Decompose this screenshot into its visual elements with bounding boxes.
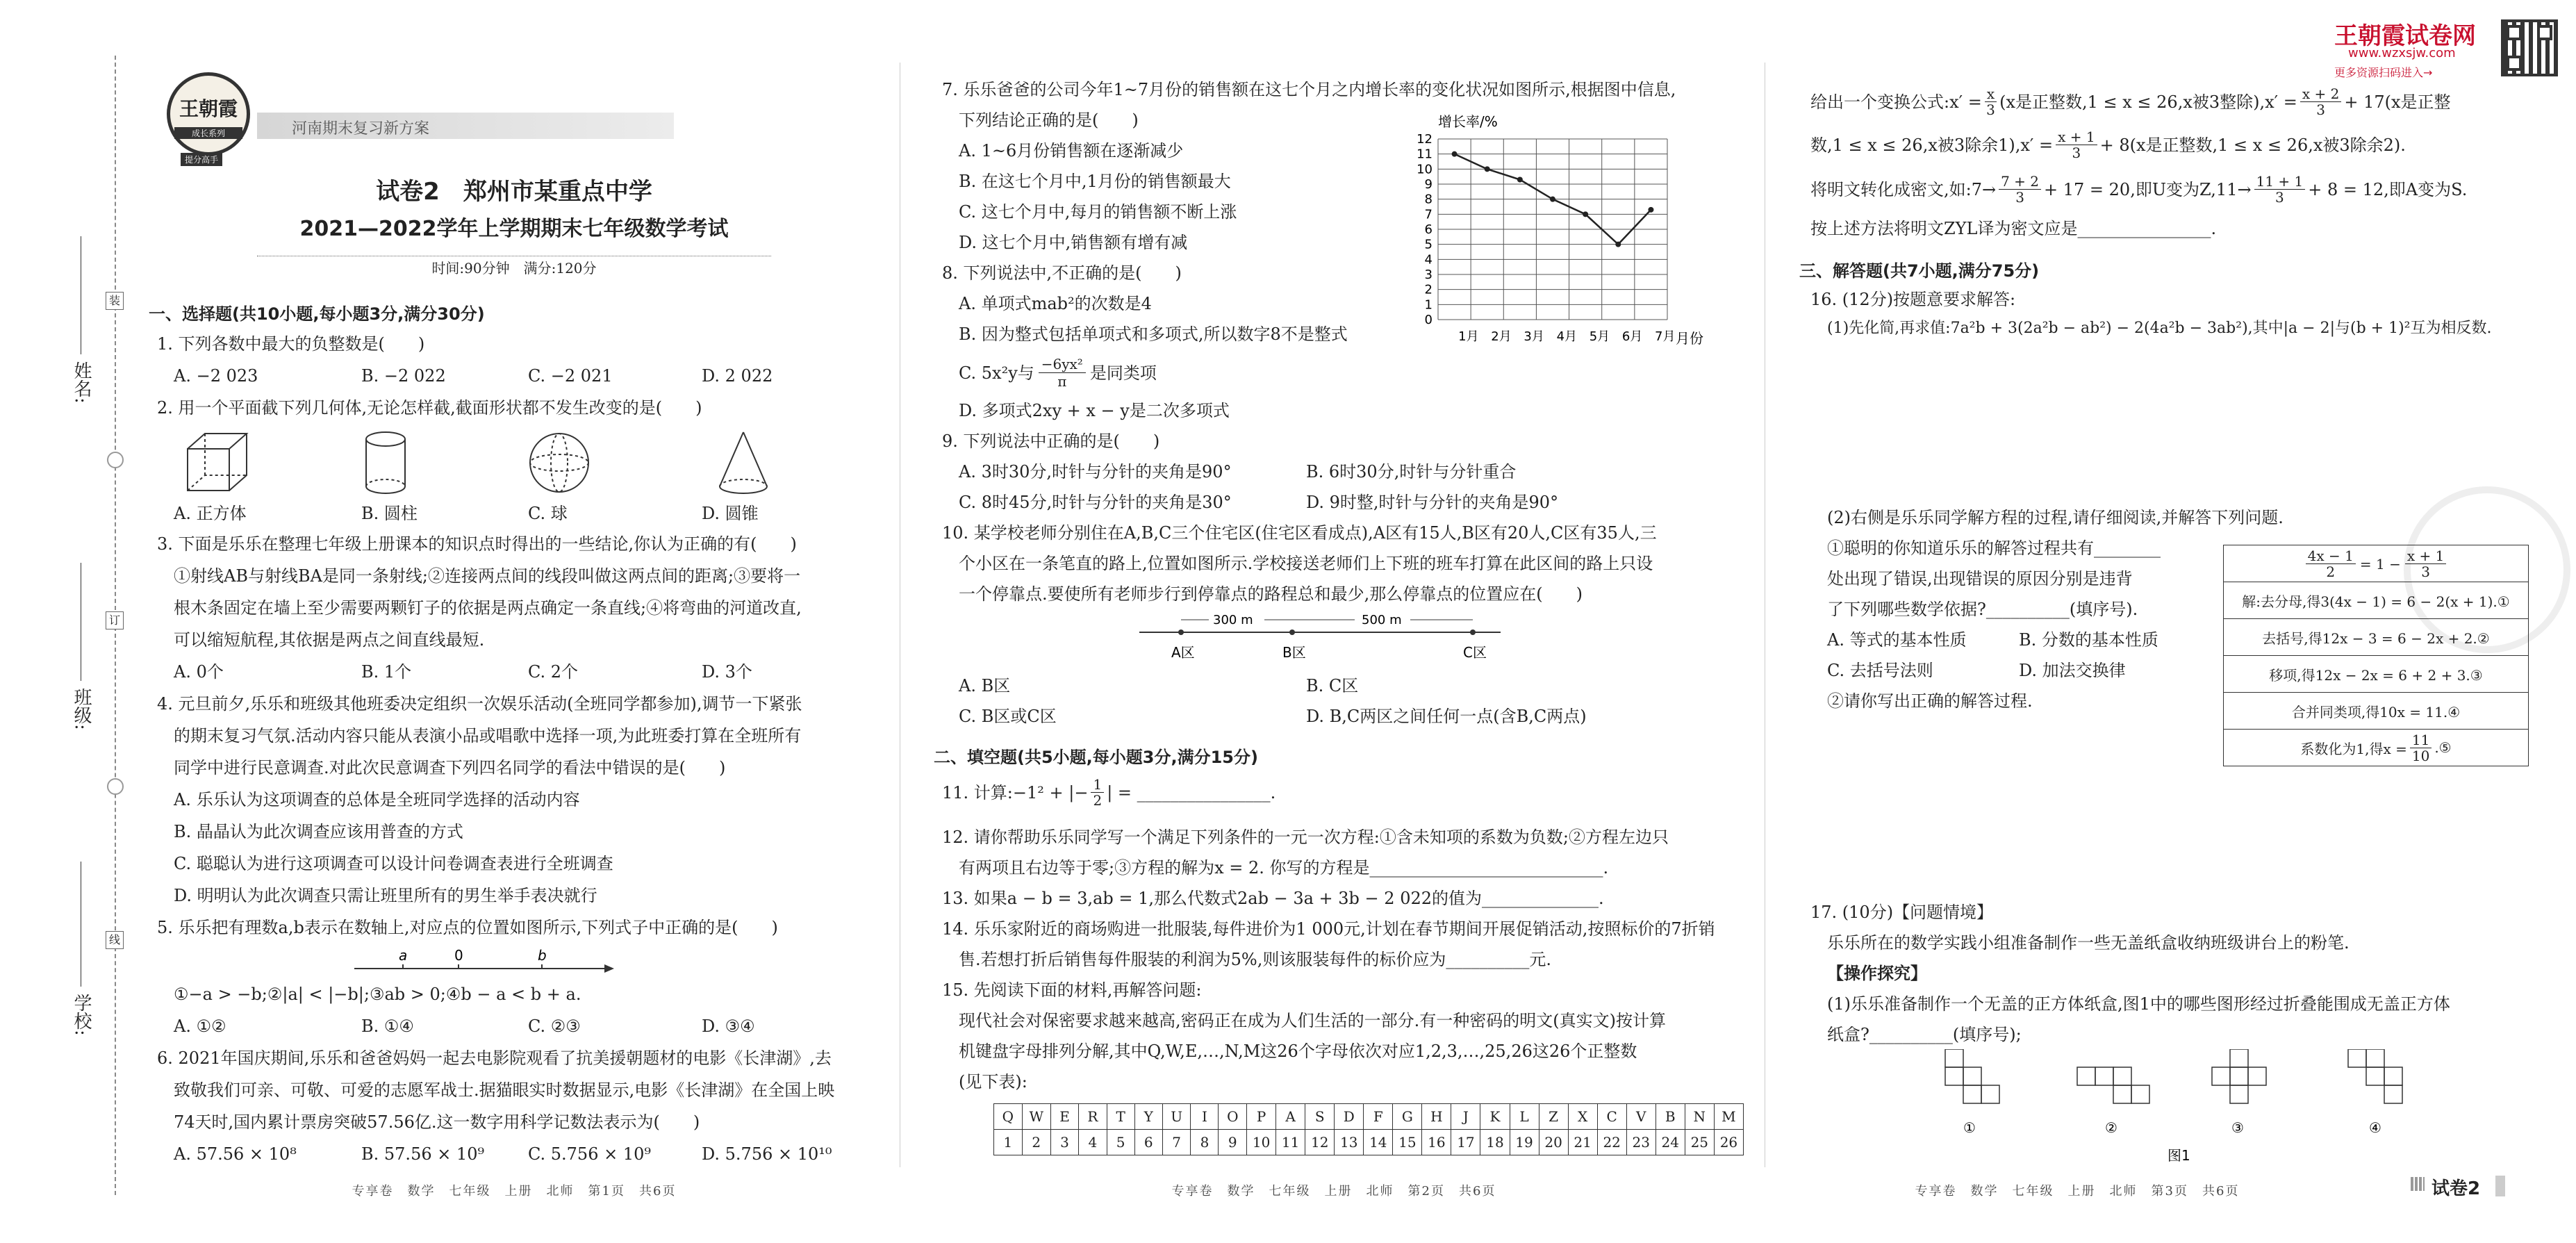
footer-texture bbox=[2411, 1177, 2425, 1191]
section-1-heading: 一、选择题(共10小题,每小题3分,满分30分) bbox=[149, 304, 485, 324]
cipher-number-20: 20 bbox=[1539, 1130, 1568, 1155]
cipher-number-3: 3 bbox=[1050, 1130, 1078, 1155]
eq-middle: = 1 − bbox=[2359, 555, 2401, 573]
cipher-letter-F: F bbox=[1364, 1104, 1393, 1130]
eq-den-2: 3 bbox=[2421, 563, 2430, 580]
y-tick-4: 4 bbox=[1424, 252, 1433, 267]
cipher-number-21: 21 bbox=[1568, 1130, 1597, 1155]
q17-part-1a: (1)乐乐准备制作一个无盖的正方体纸盒,图1中的哪些图形经过折叠能围成无盖正方体 bbox=[1827, 994, 2450, 1014]
formula-fraction-1 bbox=[1985, 86, 1997, 117]
q6-option-b: B. 57.56 × 10⁹ bbox=[361, 1144, 485, 1164]
q15-line-3: 机键盘字母排列分解,其中Q,W,E,…,N,M这26个字母依次对应1,2,3,…,25,26这26个正整数 bbox=[959, 1042, 1637, 1061]
cipher-number-2: 2 bbox=[1022, 1130, 1050, 1155]
q4-line-3: 同学中进行民意调查.对此次民意调查下列四名同学的看法中错误的是( ) bbox=[174, 758, 726, 777]
point-b-label: B区 bbox=[1282, 644, 1306, 661]
brand-slogan-top: 成长系列 bbox=[174, 127, 242, 139]
cylinder-figure bbox=[366, 432, 405, 493]
q5-option-a: A. ①② bbox=[174, 1016, 226, 1036]
cipher-letter-L: L bbox=[1510, 1104, 1539, 1130]
cipher-letter-O: O bbox=[1219, 1104, 1247, 1130]
q11-suffix: | = ________________. bbox=[1107, 782, 1276, 802]
page-3-footer: 专享卷 数学 七年级 上册 北师 第3页 共6页 bbox=[1915, 1184, 2240, 1199]
q17-context: 乐乐所在的数学实践小组准备制作一些无盖纸盒收纳班级讲台上的粉笔. bbox=[1827, 933, 2350, 953]
q9-option-c: C. 8时45分,时针与分针的夹角是30° bbox=[959, 493, 1232, 512]
school-label: 学校: bbox=[71, 994, 92, 1036]
point-a-label: A区 bbox=[1171, 644, 1195, 661]
chart-title: 增长率/% bbox=[1438, 113, 1498, 130]
box-nets-figure bbox=[1917, 1049, 2473, 1167]
example-fraction-2 bbox=[2254, 174, 2306, 205]
solution-table bbox=[2223, 545, 2529, 766]
q15-example-line bbox=[1810, 174, 2467, 205]
f4-num: 7 + 2 bbox=[1999, 174, 2041, 190]
net-2 bbox=[2077, 1067, 2149, 1103]
q10-option-a: A. B区 bbox=[959, 676, 1011, 695]
growth-point-1月 bbox=[1452, 151, 1458, 157]
y-tick-10: 10 bbox=[1417, 162, 1433, 177]
y-tick-11: 11 bbox=[1417, 147, 1433, 162]
cipher-letter-X: X bbox=[1568, 1104, 1597, 1130]
q8-option-a: A. 单项式mab²的次数是4 bbox=[959, 294, 1152, 313]
cipher-number-24: 24 bbox=[1656, 1130, 1685, 1155]
q11-fraction bbox=[1091, 777, 1104, 808]
cipher-number-6: 6 bbox=[1134, 1130, 1162, 1155]
cipher-letter-G: G bbox=[1393, 1104, 1422, 1130]
example-middle: + 17 = 20,即U变为Z,11→ bbox=[2044, 179, 2252, 199]
point-c-label: C区 bbox=[1463, 644, 1487, 661]
banner-bar bbox=[257, 113, 674, 139]
y-tick-12: 12 bbox=[1417, 132, 1433, 147]
brand-slogan-bottom: 提分高手 bbox=[181, 153, 222, 166]
example-prefix: 将明文转化成密文,如:7→ bbox=[1810, 179, 1997, 199]
q1-option-c: C. −2 021 bbox=[528, 366, 613, 386]
cipher-number-8: 8 bbox=[1191, 1130, 1219, 1155]
growth-point-5月 bbox=[1583, 211, 1588, 217]
cipher-letter-Y: Y bbox=[1134, 1104, 1162, 1130]
y-tick-8: 8 bbox=[1424, 192, 1433, 207]
q10-line-1: 10. 某学校老师分别住在A,B,C三个住宅区(住宅区看成点),A区有15人,B区有20人,C区有35人,三 bbox=[942, 523, 1657, 543]
q15-formula-line-2 bbox=[1810, 129, 2406, 160]
y-tick-2: 2 bbox=[1424, 282, 1433, 297]
cipher-number-16: 16 bbox=[1422, 1130, 1451, 1155]
q5-number-line bbox=[347, 948, 625, 980]
q7-line-2: 下列结论正确的是( ) bbox=[959, 110, 1139, 130]
cipher-letter-P: P bbox=[1247, 1104, 1276, 1130]
fold-mark-1: 装 bbox=[106, 292, 124, 310]
axis-label-a: a bbox=[399, 948, 408, 964]
cipher-letter-E: E bbox=[1050, 1104, 1078, 1130]
q16-option-c: C. 去括号法则 bbox=[1827, 661, 1933, 680]
q14-line-2: 售.若想打折后销售每件服装的利润为5%,则该服装每件的标价应为__________元. bbox=[959, 950, 1551, 969]
chart-x-axis-label: 月份 bbox=[1676, 330, 1703, 347]
net-1 bbox=[1945, 1049, 1999, 1103]
q4-option-a: A. 乐乐认为这项调查的总体是全班同学选择的活动内容 bbox=[174, 790, 580, 809]
q6-line-1: 6. 2021年国庆期间,乐乐和爸爸妈妈一起去电影院观看了抗美援朝题材的电影《长津湖》,去 bbox=[157, 1048, 832, 1068]
q2-option-a: A. 正方体 bbox=[174, 504, 247, 523]
f4-den: 3 bbox=[2015, 189, 2024, 206]
q15-line-2: 现代社会对保密要求越来越高,密码正在成为人们生活的一部分.有一种密码的明文(真实文)按计算 bbox=[959, 1011, 1666, 1030]
f1-den: 3 bbox=[1986, 101, 1995, 118]
cipher-number-17: 17 bbox=[1451, 1130, 1480, 1155]
x-tick-7月: 7月 bbox=[1655, 329, 1676, 344]
q5-stem: 5. 乐乐把有理数a,b表示在数轴上,对应点的位置如图所示,下列式子中正确的是( ) bbox=[157, 918, 778, 937]
net-3 bbox=[2212, 1049, 2266, 1103]
distance-ab: 300 m bbox=[1213, 613, 1253, 627]
q5-option-d: D. ③④ bbox=[702, 1016, 755, 1036]
formula-fraction-2 bbox=[2300, 86, 2341, 117]
q5-option-c: C. ②③ bbox=[528, 1016, 581, 1036]
cipher-number-18: 18 bbox=[1480, 1130, 1510, 1155]
x-tick-3月: 3月 bbox=[1524, 329, 1544, 344]
q9-option-d: D. 9时整,时针与分针的夹角是90° bbox=[1306, 493, 1559, 512]
x-tick-4月: 4月 bbox=[1556, 329, 1578, 344]
q7-option-a: A. 1~6月份销售额在逐渐减少 bbox=[959, 141, 1184, 160]
cipher-letter-R: R bbox=[1079, 1104, 1107, 1130]
qr-code bbox=[2501, 19, 2558, 76]
y-tick-9: 9 bbox=[1424, 177, 1433, 192]
cipher-letter-Q: Q bbox=[994, 1104, 1023, 1130]
q12-line-1: 12. 请你帮助乐乐同学写一个满足下列条件的一元一次方程:①含未知项的系数为负数;②方程左边只 bbox=[942, 828, 1669, 847]
f1-num: x bbox=[1985, 86, 1997, 102]
paper-meta: 时间:90分钟 满分:120分 bbox=[431, 260, 597, 277]
class-label: 班级: bbox=[71, 688, 92, 730]
binding-hole-2 bbox=[107, 778, 124, 795]
q17-part-1b: 纸盒?__________(填序号); bbox=[1827, 1025, 2022, 1044]
solution-step-5 bbox=[2224, 730, 2529, 766]
cipher-letter-N: N bbox=[1685, 1104, 1714, 1130]
growth-point-4月 bbox=[1550, 197, 1555, 202]
cipher-letter-T: T bbox=[1107, 1104, 1134, 1130]
q3-line-1: 3. 下面是乐乐在整理七年级上册课本的知识点时得出的一些结论,你认为正确的有( ) bbox=[157, 534, 797, 554]
q16-option-a: A. 等式的基本性质 bbox=[1827, 630, 1967, 650]
q13: 13. 如果a − b = 3,ab = 1,那么代数式2ab − 3a + 3b − 2 022的值为______________. bbox=[942, 889, 1604, 908]
y-tick-7: 7 bbox=[1424, 207, 1433, 222]
site-promo: 更多资源扫码进入→ bbox=[2334, 66, 2433, 79]
cipher-number-12: 12 bbox=[1305, 1130, 1335, 1155]
cipher-number-26: 26 bbox=[1714, 1130, 1743, 1155]
cipher-letter-K: K bbox=[1480, 1104, 1510, 1130]
q4-option-c: C. 聪聪认为进行这项调查可以设计问卷调查表进行全班调查 bbox=[174, 854, 613, 873]
cube-figure bbox=[188, 434, 247, 491]
q2-solids bbox=[181, 428, 848, 497]
q9-stem: 9. 下列说法中正确的是( ) bbox=[942, 431, 1160, 451]
q16-sub-1c: 了下列哪些数学依据?__________(填序号). bbox=[1827, 600, 2138, 619]
q2-option-d: D. 圆锥 bbox=[702, 504, 759, 523]
f3-den: 3 bbox=[2072, 145, 2081, 161]
cipher-number-22: 22 bbox=[1597, 1130, 1626, 1155]
q15-question: 按上述方法将明文ZYL译为密文应是________________. bbox=[1810, 219, 2217, 238]
q16-part-1: (1)先化简,再求值:7a²b + 3(2a²b − ab²) − 2(4a²b − 3ab²),其中|a − 2|与(b + 1)²互为相反数. bbox=[1827, 320, 2492, 337]
cipher-letter-W: W bbox=[1022, 1104, 1050, 1130]
net-label-4: ④ bbox=[2369, 1119, 2381, 1136]
step5-suffix: .⑤ bbox=[2434, 739, 2452, 756]
f5-den: 3 bbox=[2275, 189, 2284, 206]
banner-text: 河南期末复习新方案 bbox=[292, 120, 430, 138]
step5-prefix: 系数化为1,得x = bbox=[2300, 740, 2407, 757]
q3-option-c: C. 2个 bbox=[528, 662, 579, 682]
fold-mark-2: 订 bbox=[106, 611, 124, 629]
q7-option-b: B. 在这七个月中,1月份的销售额最大 bbox=[959, 172, 1231, 191]
section-3-heading: 三、解答题(共7小题,满分75分) bbox=[1799, 261, 2040, 281]
binding-strip bbox=[0, 0, 125, 1243]
cipher-letter-Z: Z bbox=[1539, 1104, 1568, 1130]
y-tick-0: 0 bbox=[1424, 313, 1433, 327]
q4-line-2: 的期末复习气氛.活动内容只能从表演小品或唱歌中选择一项,为此班委打算在全班所有 bbox=[174, 726, 802, 746]
eq-num-2: x + 1 bbox=[2405, 548, 2446, 564]
solution-equation bbox=[2224, 545, 2529, 582]
q9-option-a: A. 3时30分,时针与分针的夹角是90° bbox=[959, 462, 1232, 481]
q8-c-suffix: 是同类项 bbox=[1089, 363, 1157, 383]
cipher-letter-B: B bbox=[1656, 1104, 1685, 1130]
cipher-number-row bbox=[994, 1130, 1744, 1155]
y-tick-3: 3 bbox=[1424, 267, 1433, 282]
q15-line-1: 15. 先阅读下面的材料,再解答问题: bbox=[942, 980, 1202, 1000]
q9-option-b: B. 6时30分,时针与分针重合 bbox=[1306, 462, 1517, 481]
q14-line-1: 14. 乐乐家附近的商场购进一批服装,每件进价为1 000元,计划在春节期间开展促销活动,按照标价的7折销 bbox=[942, 919, 1715, 939]
cipher-number-25: 25 bbox=[1685, 1130, 1714, 1155]
example-fraction-1 bbox=[1999, 174, 2041, 205]
q6-option-c: C. 5.756 × 10⁹ bbox=[528, 1144, 651, 1164]
x-tick-6月: 6月 bbox=[1621, 329, 1643, 344]
q5-option-b: B. ①④ bbox=[361, 1016, 414, 1036]
x-tick-5月: 5月 bbox=[1589, 329, 1610, 344]
q10-option-c: C. B区或C区 bbox=[959, 707, 1057, 726]
q6-option-d: D. 5.756 × 10¹⁰ bbox=[702, 1144, 832, 1164]
site-url: www.wzxsjw.com bbox=[2348, 46, 2456, 60]
q16-sub-1b: 处出现了错误,出现错误的原因分别是违背 bbox=[1827, 569, 2133, 588]
eq-den-1: 2 bbox=[2326, 563, 2336, 580]
cipher-number-19: 19 bbox=[1510, 1130, 1539, 1155]
q6-line-2: 致敬我们可亲、可敬、可爱的志愿军战士.据猫眼实时数据显示,电影《长津湖》在全国上映 bbox=[174, 1080, 835, 1100]
q10-road-diagram bbox=[1132, 611, 1521, 667]
q16-option-b: B. 分数的基本性质 bbox=[2019, 630, 2158, 650]
formula-2-prefix: 数,1 ≤ x ≤ 26,x被3除余1),x′ = bbox=[1810, 135, 2054, 155]
q3-option-a: A. 0个 bbox=[174, 662, 224, 682]
f5-num: 11 + 1 bbox=[2254, 174, 2306, 190]
cipher-number-13: 13 bbox=[1335, 1130, 1364, 1155]
net-label-1: ① bbox=[1963, 1119, 1976, 1136]
example-suffix: + 8 = 12,即A变为S. bbox=[2308, 179, 2468, 199]
cipher-letter-U: U bbox=[1162, 1104, 1191, 1130]
formula-1-suffix: + 17(x是正整 bbox=[2344, 92, 2451, 112]
cipher-letter-J: J bbox=[1451, 1104, 1480, 1130]
q8-option-d: D. 多项式2xy + x − y是二次多项式 bbox=[959, 401, 1230, 420]
y-tick-5: 5 bbox=[1424, 237, 1433, 252]
cipher-number-15: 15 bbox=[1393, 1130, 1422, 1155]
name-label: 姓名: bbox=[71, 361, 92, 404]
f2-num: x + 2 bbox=[2300, 86, 2341, 102]
y-tick-6: 6 bbox=[1424, 222, 1433, 237]
fold-mark-3: 线 bbox=[106, 931, 124, 949]
brand-logo bbox=[167, 72, 250, 156]
binding-hole-1 bbox=[107, 452, 124, 468]
page-2-footer: 专享卷 数学 七年级 上册 北师 第2页 共6页 bbox=[1171, 1184, 1496, 1199]
q8-c-prefix: C. 5x²y与 bbox=[959, 363, 1034, 383]
growth-point-6月 bbox=[1615, 242, 1621, 247]
cipher-number-1: 1 bbox=[994, 1130, 1023, 1155]
axis-label-b: b bbox=[538, 948, 547, 964]
solution-step-1: 解:去分母,得3(4x − 1) = 6 − 2(x + 1).① bbox=[2224, 582, 2529, 619]
q3-option-b: B. 1个 bbox=[361, 662, 412, 682]
x-tick-2月: 2月 bbox=[1491, 329, 1512, 344]
q17-stem: 17. (10分)【问题情境】 bbox=[1810, 903, 1994, 922]
q10-line-2: 个小区在一条笔直的路上,位置如图所示.学校接送老师们上下班的班车打算在此区间的路上只设 bbox=[959, 554, 1653, 573]
growth-rate-chart bbox=[1410, 111, 1716, 361]
q8-c-numerator: −6yx² bbox=[1039, 356, 1086, 373]
net-4 bbox=[2348, 1049, 2402, 1103]
formula-fraction-3 bbox=[2056, 129, 2097, 160]
q3-option-d: D. 3个 bbox=[702, 662, 752, 682]
q1-option-a: A. −2 023 bbox=[174, 366, 258, 386]
q1-option-b: B. −2 022 bbox=[361, 366, 446, 386]
q8-option-b: B. 因为整式包括单项式和多项式,所以数字8不是整式 bbox=[959, 324, 1348, 344]
q4-line-1: 4. 元旦前夕,乐乐和班级其他班委决定组织一次娱乐活动(全班同学都参加),调节一下紧张 bbox=[157, 694, 802, 714]
q7-option-c: C. 这七个月中,每月的销售额不断上涨 bbox=[959, 202, 1237, 222]
q10-option-b: B. C区 bbox=[1306, 676, 1359, 695]
paper-title: 试卷2 郑州市某重点中学 bbox=[376, 178, 652, 206]
cipher-number-4: 4 bbox=[1079, 1130, 1107, 1155]
q15-line-4: (见下表): bbox=[959, 1072, 1027, 1092]
formula-1-prefix: 给出一个变换公式:x′ = bbox=[1810, 92, 1982, 112]
f2-den: 3 bbox=[2316, 101, 2325, 118]
q7-line-1: 7. 乐乐爸爸的公司今年1~7月份的销售额在这七个月之内增长率的变化状况如图所示,根据图中信息, bbox=[942, 80, 1676, 99]
q6-option-a: A. 57.56 × 10⁸ bbox=[174, 1144, 297, 1164]
growth-point-3月 bbox=[1517, 177, 1523, 183]
q1-option-d: D. 2 022 bbox=[702, 366, 773, 386]
q5-items: ①−a > −b;②|a| < |−b|;③ab > 0;④b − a < b + a. bbox=[174, 985, 581, 1004]
q16-stem: 16. (12分)按题意要求解答: bbox=[1810, 290, 2016, 309]
growth-point-2月 bbox=[1485, 166, 1490, 172]
q2-option-b: B. 圆柱 bbox=[361, 504, 418, 523]
cipher-number-10: 10 bbox=[1247, 1130, 1276, 1155]
paper-subtitle: 2021—2022学年上学期期末七年级数学考试 bbox=[299, 217, 729, 241]
q17-operation-heading: 【操作探究】 bbox=[1827, 963, 1927, 983]
cipher-letter-C: C bbox=[1597, 1104, 1626, 1130]
distance-bc: 500 m bbox=[1362, 613, 1402, 627]
solution-step-4: 合并同类项,得10x = 11.④ bbox=[2224, 693, 2529, 730]
cipher-letter-row bbox=[994, 1104, 1744, 1130]
formula-1-middle: (x是正整数,1 ≤ x ≤ 26,x被3整除),x′ = bbox=[1999, 92, 2297, 112]
q11-denominator: 2 bbox=[1093, 792, 1103, 809]
q4-option-b: B. 晶晶认为此次调查应该用普查的方式 bbox=[174, 822, 463, 841]
axis-label-0: 0 bbox=[454, 948, 463, 964]
q15-formula-line-1 bbox=[1810, 86, 2451, 117]
cipher-letter-I: I bbox=[1191, 1104, 1219, 1130]
solution-step-2: 去括号,得12x − 3 = 6 − 2x + 2.② bbox=[2224, 619, 2529, 656]
page-1-footer: 专享卷 数学 七年级 上册 北师 第1页 共6页 bbox=[352, 1184, 677, 1199]
cipher-letter-M: M bbox=[1714, 1104, 1743, 1130]
q3-line-2: ①射线AB与射线BA是同一条射线;②连接两点间的线段叫做这两点间的距离;③要将一 bbox=[174, 566, 801, 586]
cipher-number-7: 7 bbox=[1162, 1130, 1191, 1155]
formula-2-suffix: + 8(x是正整数,1 ≤ x ≤ 26,x被3除余2). bbox=[2099, 135, 2406, 155]
q6-line-3: 74天时,国内累计票房突破57.56亿.这一数字用科学记数法表示为( ) bbox=[174, 1112, 700, 1132]
cipher-number-14: 14 bbox=[1364, 1130, 1393, 1155]
net-label-2: ② bbox=[2105, 1119, 2117, 1136]
brand-name: 王朝霞 bbox=[179, 97, 238, 120]
figure-1-caption: 图1 bbox=[2168, 1147, 2190, 1164]
cipher-table bbox=[993, 1103, 1744, 1155]
q2-option-c: C. 球 bbox=[528, 504, 568, 523]
cipher-letter-V: V bbox=[1626, 1104, 1656, 1130]
q2-stem: 2. 用一个平面截下列几何体,无论怎样截,截面形状都不发生改变的是( ) bbox=[157, 398, 702, 418]
step5-num: 11 bbox=[2410, 732, 2431, 748]
q16-option-d: D. 加法交换律 bbox=[2019, 661, 2126, 680]
paper-tag-bar bbox=[2495, 1176, 2505, 1196]
paper-tag: 试卷2 bbox=[2431, 1178, 2481, 1199]
y-tick-1: 1 bbox=[1424, 297, 1433, 313]
cipher-number-9: 9 bbox=[1219, 1130, 1247, 1155]
cipher-letter-H: H bbox=[1422, 1104, 1451, 1130]
q8-stem: 8. 下列说法中,不正确的是( ) bbox=[942, 263, 1182, 283]
cipher-number-11: 11 bbox=[1276, 1130, 1305, 1155]
cone-figure bbox=[720, 432, 767, 493]
q16-part-2: (2)右侧是乐乐同学解方程的过程,请仔细阅读,并解答下列问题. bbox=[1827, 508, 2284, 527]
sphere-figure bbox=[530, 434, 588, 492]
cipher-letter-A: A bbox=[1276, 1104, 1305, 1130]
q4-option-d: D. 明明认为此次调查只需让班里所有的男生举手表决就行 bbox=[174, 886, 597, 905]
step5-den: 10 bbox=[2411, 747, 2430, 764]
q11-numerator: 1 bbox=[1091, 777, 1104, 793]
q1-stem: 1. 下列各数中最大的负整数是( ) bbox=[157, 334, 425, 354]
net-label-3: ③ bbox=[2231, 1119, 2244, 1136]
q16-sub-2: ②请你写出正确的解答过程. bbox=[1827, 691, 2033, 711]
eq-num-1: 4x − 1 bbox=[2306, 548, 2356, 564]
q3-line-4: 可以缩短航程,其依据是两点之间直线最短. bbox=[174, 630, 485, 650]
cipher-letter-D: D bbox=[1335, 1104, 1364, 1130]
growth-point-7月 bbox=[1648, 207, 1653, 213]
cipher-number-23: 23 bbox=[1626, 1130, 1656, 1155]
f3-num: x + 1 bbox=[2056, 129, 2097, 145]
q8-option-c bbox=[959, 356, 1157, 390]
section-2-heading: 二、填空题(共5小题,每小题3分,满分15分) bbox=[934, 748, 1258, 767]
q16-sub-1a: ①聪明的你知道乐乐的解答过程共有________ bbox=[1827, 538, 2161, 558]
site-name: 王朝霞试卷网 bbox=[2334, 22, 2476, 50]
solution-step-3: 移项,得12x − 2x = 6 + 2 + 3.③ bbox=[2224, 656, 2529, 693]
q12-line-2: 有两项且右边等于零;③方程的解为x = 2. 你写的方程是____________________________. bbox=[959, 858, 1609, 878]
cipher-number-5: 5 bbox=[1107, 1130, 1134, 1155]
q8-c-denominator: π bbox=[1057, 373, 1067, 390]
q3-line-3: 根木条固定在墙上至少需要两颗钉子的依据是两点确定一条直线;④将弯曲的河道改直, bbox=[174, 598, 802, 618]
q8-c-fraction bbox=[1039, 356, 1086, 390]
q11-prefix: 11. 计算:−1² + |− bbox=[942, 782, 1089, 802]
q10-option-d: D. B,C两区之间任何一点(含B,C两点) bbox=[1306, 707, 1587, 726]
q7-option-d: D. 这七个月中,销售额有增有减 bbox=[959, 233, 1188, 252]
q10-line-3: 一个停靠点.要使所有老师步行到停靠点的路程总和最少,那么停靠点的位置应在( ) bbox=[959, 584, 1583, 604]
x-tick-1月: 1月 bbox=[1458, 329, 1479, 344]
q11 bbox=[942, 777, 1275, 808]
cipher-letter-S: S bbox=[1305, 1104, 1335, 1130]
